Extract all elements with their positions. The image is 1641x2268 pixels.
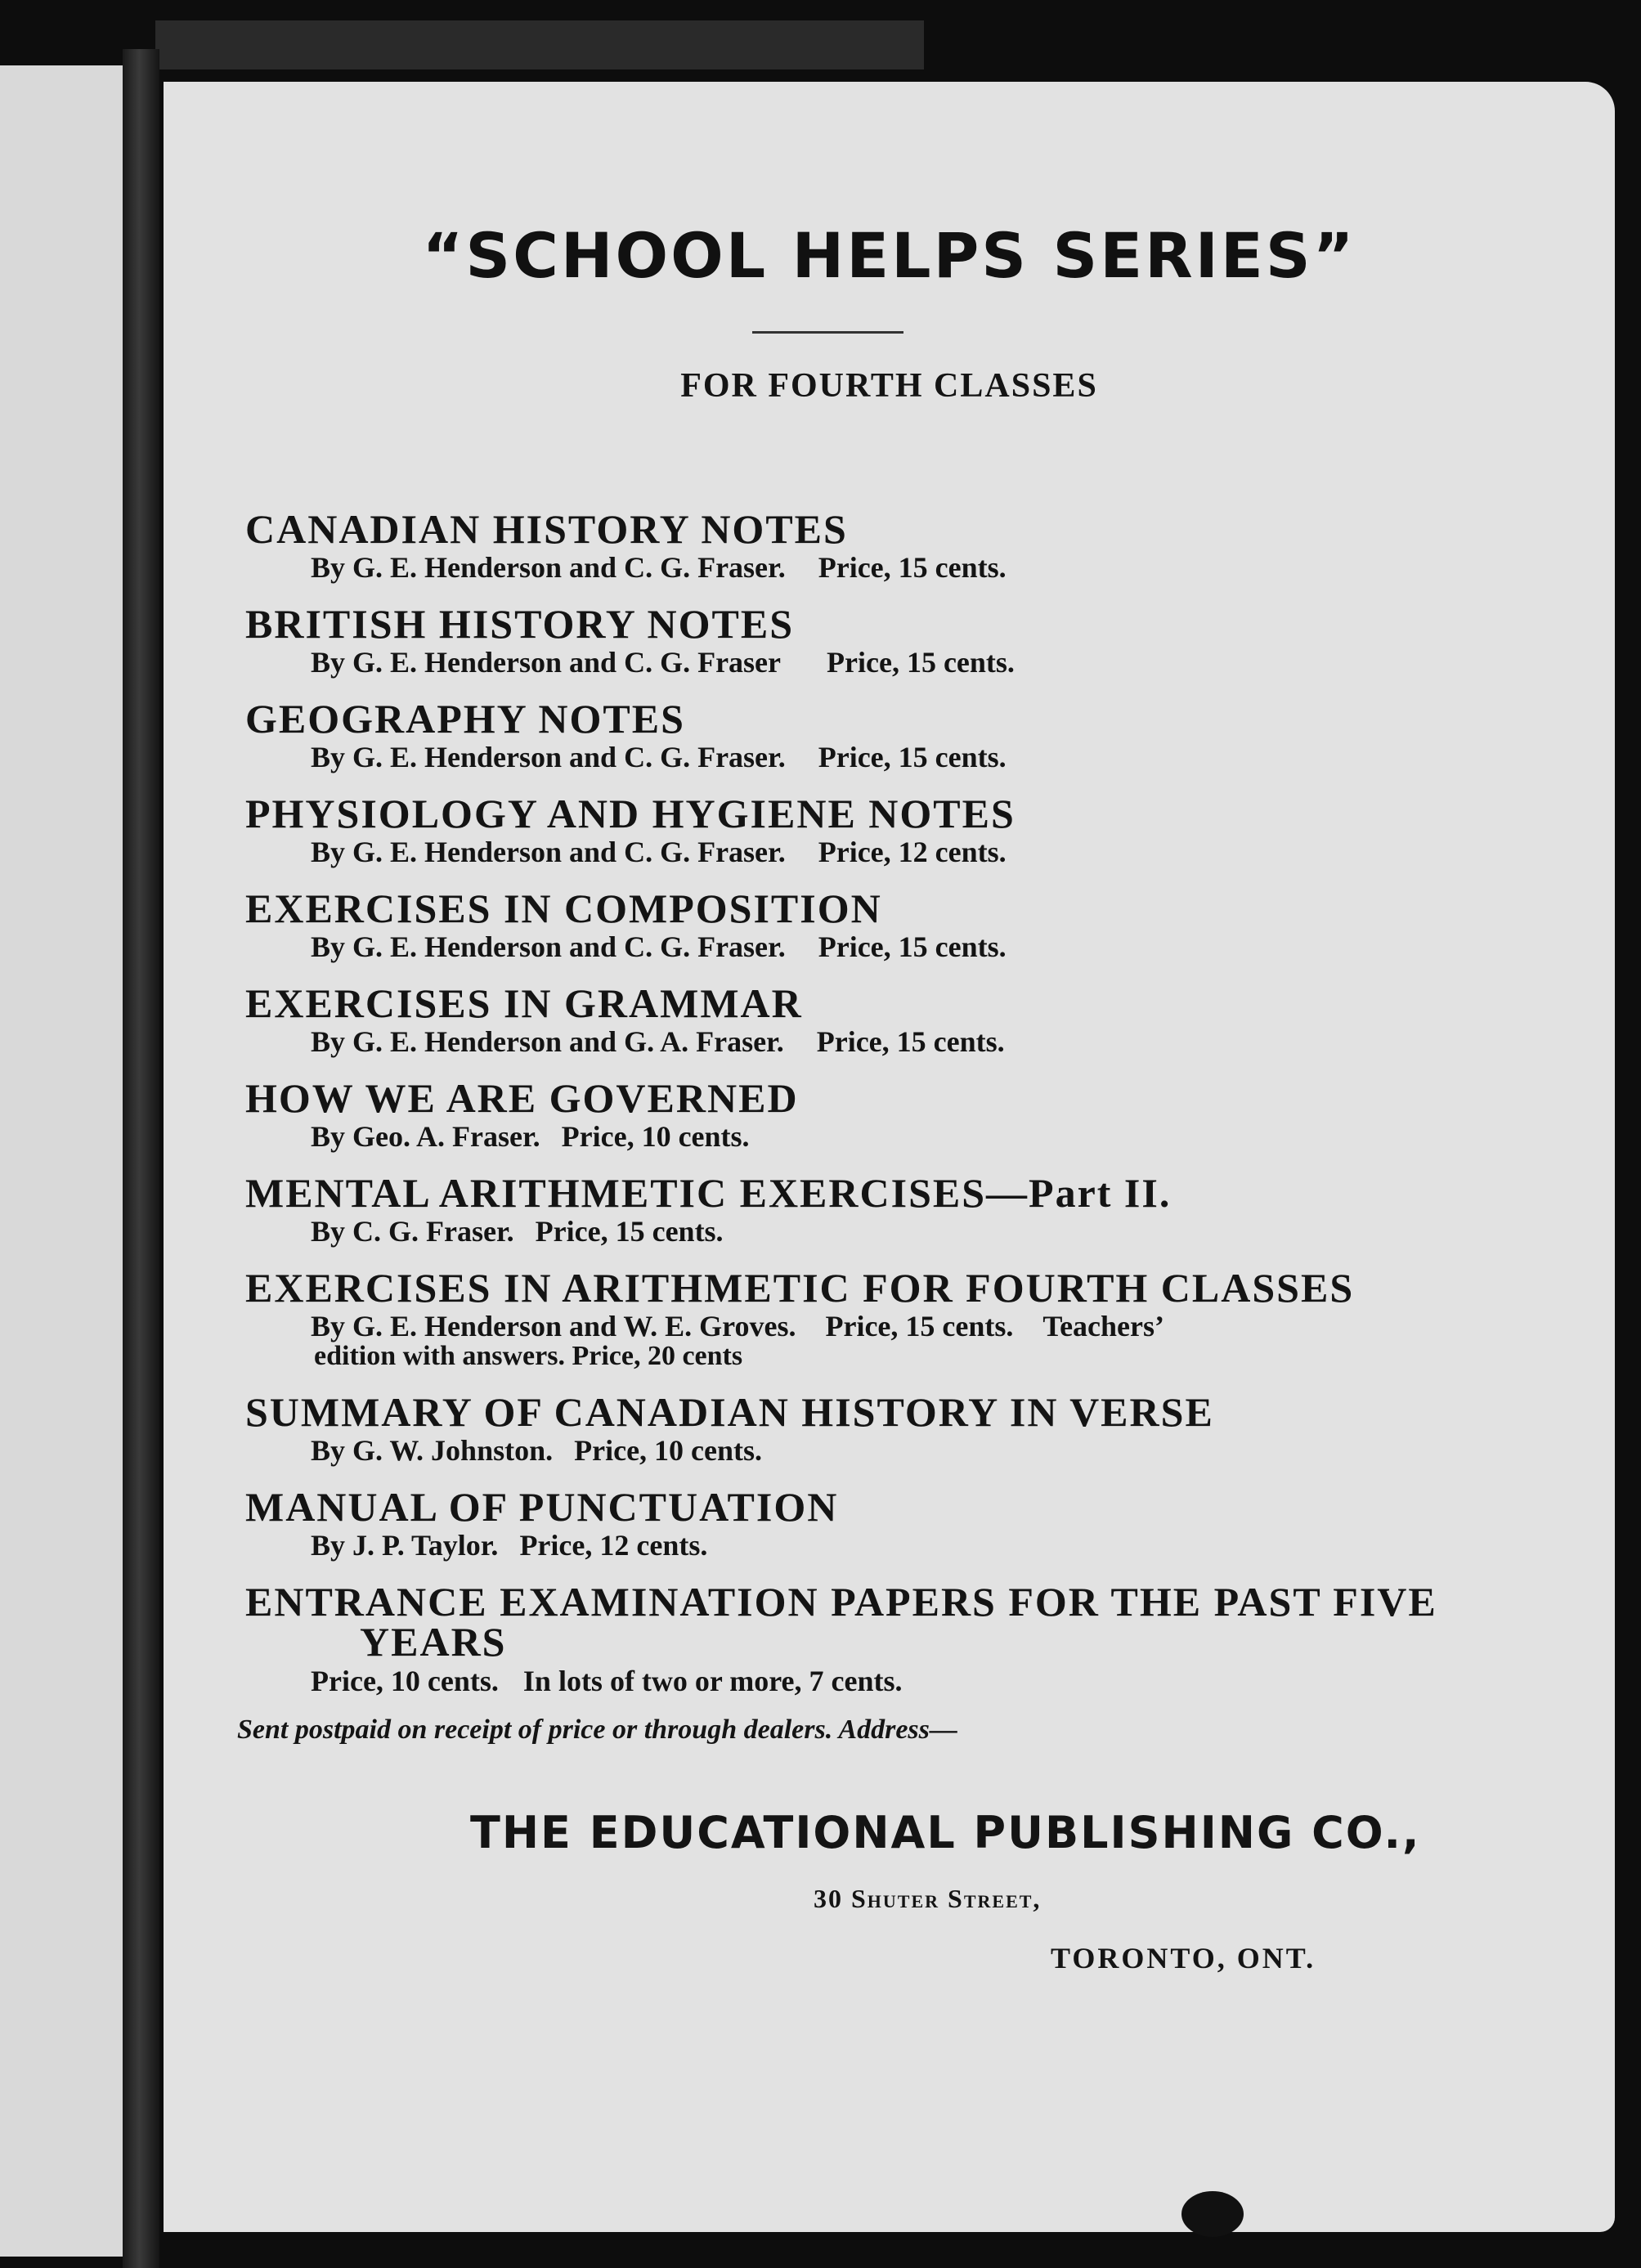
- entry-price: Price, 10 cents.: [574, 1434, 763, 1467]
- entry-author: By G. E. Henderson and C. G. Fraser.: [311, 930, 786, 963]
- entry-title: MANUAL OF PUNCTUATION: [245, 1484, 839, 1530]
- entry-details: [245, 1120, 1554, 1153]
- entry-details: [245, 1025, 1554, 1058]
- entry-author: By G. E. Henderson and C. G. Fraser.: [311, 551, 786, 584]
- entry-author: By G. E. Henderson and G. A. Fraser.: [311, 1025, 784, 1058]
- entry-details: [245, 1310, 1554, 1342]
- entry-details: [245, 836, 1554, 868]
- entry-author: By G. E. Henderson and C. G. Fraser.: [311, 741, 786, 773]
- catalog-entry: [245, 981, 1554, 1058]
- entry-price: Price, 15 cents.: [818, 741, 1007, 773]
- catalog-entry: [245, 886, 1554, 963]
- entry-details: [245, 1665, 1554, 1697]
- entry-title: EXERCISES IN GRAMMAR: [245, 980, 803, 1026]
- entry-teachers: Teachers’: [1042, 1310, 1165, 1342]
- entry-price: Price, 10 cents.: [311, 1665, 499, 1697]
- catalog-entry: [245, 602, 1554, 679]
- publisher-city: TORONTO, ONT.: [1051, 1942, 1316, 1974]
- entry-author: By Geo. A. Fraser.: [311, 1120, 540, 1153]
- entry-details: [245, 551, 1554, 584]
- entry-title: SUMMARY OF CANADIAN HISTORY IN VERSE: [245, 1389, 1214, 1435]
- title-rule: [752, 331, 903, 334]
- publisher-name: THE EDUCATIONAL PUBLISHING CO.,: [470, 1807, 1421, 1858]
- catalog-entry: [245, 1266, 1554, 1370]
- entry-title: BRITISH HISTORY NOTES: [245, 601, 795, 647]
- entry-price: Price, 15 cents.: [827, 646, 1015, 679]
- entry-details: [245, 741, 1554, 773]
- catalog-entry: [245, 1390, 1554, 1467]
- scan-border: [155, 20, 924, 69]
- entry-title: HOW WE ARE GOVERNED: [245, 1075, 799, 1121]
- book-spine: [123, 49, 159, 2268]
- catalog-entry: [245, 507, 1554, 584]
- entry-price: Price, 12 cents.: [519, 1529, 708, 1562]
- catalog-page: [164, 82, 1615, 2232]
- catalog-entry: [245, 697, 1554, 773]
- entry-title: MENTAL ARITHMETIC EXERCISES—Part II.: [245, 1170, 1172, 1216]
- entry-details: [245, 1215, 1554, 1248]
- catalog-entry: [245, 1485, 1554, 1562]
- entry-price: Price, 15 cents.: [535, 1215, 724, 1248]
- entry-author: By G. E. Henderson and C. G. Fraser: [311, 646, 782, 679]
- entry-details: [245, 930, 1554, 963]
- entry-price: Price, 15 cents.: [818, 551, 1007, 584]
- entry-author: By G. E. Henderson and C. G. Fraser.: [311, 836, 786, 868]
- catalog-entry: [245, 791, 1554, 868]
- entry-lot-price: In lots of two or more, 7 cents.: [522, 1665, 903, 1697]
- entry-author: By G. W. Johnston.: [311, 1434, 554, 1467]
- publisher-street: 30 Shuter Street,: [814, 1884, 1042, 1913]
- entry-price: Price, 12 cents.: [818, 836, 1007, 868]
- entry-title: GEOGRAPHY NOTES: [245, 696, 685, 742]
- entry-price: Price, 15 cents.: [818, 930, 1007, 963]
- entry-title: EXERCISES IN ARITHMETIC FOR FOURTH CLASSES: [245, 1265, 1355, 1311]
- entry-author: By G. E. Henderson and W. E. Groves.: [311, 1310, 796, 1342]
- entry-title: PHYSIOLOGY AND HYGIENE NOTES: [245, 791, 1016, 836]
- entry-details: [245, 646, 1554, 679]
- entry-title: EXERCISES IN COMPOSITION: [245, 885, 882, 931]
- catalog-entry: [245, 1171, 1554, 1248]
- entry-author: By C. G. Fraser.: [311, 1215, 514, 1248]
- entry-price: Price, 10 cents.: [561, 1120, 750, 1153]
- entry-price: Price, 15 cents.: [825, 1310, 1014, 1342]
- catalog-entry: [245, 1580, 1554, 1697]
- entry-author: By J. P. Taylor.: [311, 1529, 499, 1562]
- entry-note: edition with answers. Price, 20 cents: [314, 1341, 743, 1371]
- page-subtitle: FOR FOURTH CLASSES: [680, 367, 1098, 405]
- entry-details: [245, 1529, 1554, 1562]
- entry-price: Price, 15 cents.: [816, 1025, 1005, 1058]
- facing-page-edge: [0, 65, 123, 2257]
- entry-title-continued: YEARS: [360, 1619, 507, 1665]
- entry-title: ENTRANCE EXAMINATION PAPERS FOR THE PAST FIVE: [245, 1579, 1437, 1625]
- ink-blot: [1181, 2191, 1244, 2237]
- entry-details: [245, 1434, 1554, 1467]
- catalog-entry: [245, 1076, 1554, 1153]
- entry-title: CANADIAN HISTORY NOTES: [245, 506, 848, 552]
- page-title: “SCHOOL HELPS SERIES”: [422, 219, 1356, 292]
- ordering-note: Sent postpaid on receipt of price or through dealers. Address—: [237, 1714, 957, 1745]
